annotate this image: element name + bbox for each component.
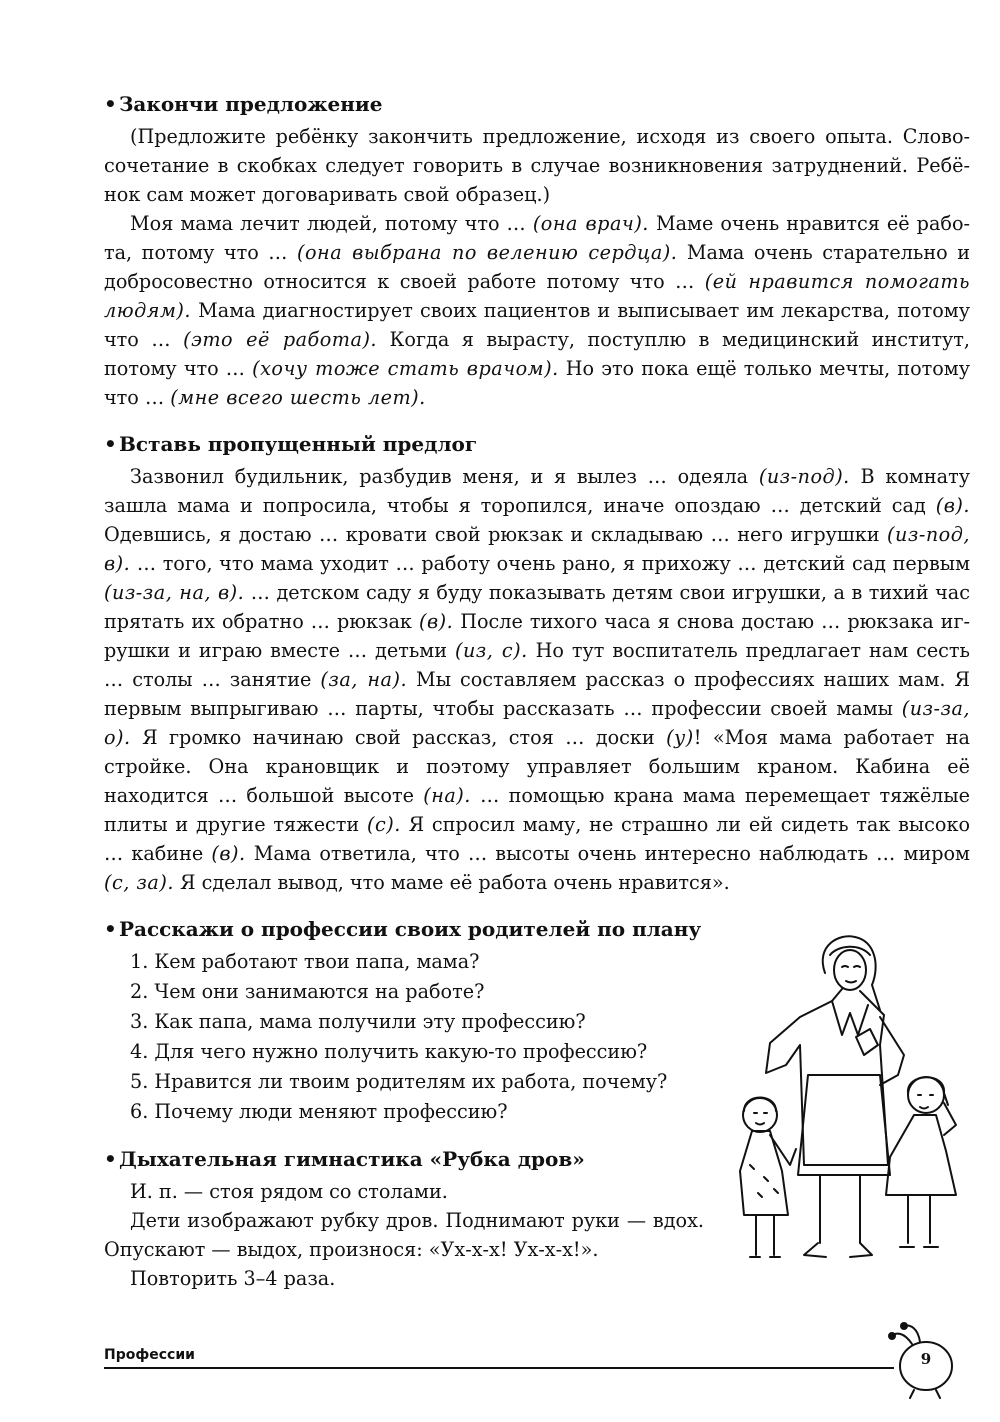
exercise-text: Дети изображают рубку дров. Поднимают руки — вдох. Опускают — выдох, произнося: «Ух-х-х! Ух-х-х!». [104, 1209, 704, 1261]
hint-answer: (за, на). [320, 668, 408, 691]
list-item: 4. Для чего нужно получить какую-то профессию? [130, 1040, 648, 1063]
hint-answer: (в). [418, 610, 454, 633]
bullet-icon: • [104, 432, 117, 456]
hint-answer: (она выбрана по велению сердца). [297, 241, 678, 264]
hint-answer: (из-за, о). [104, 697, 970, 749]
section-heading [104, 426, 970, 462]
hint-answer: (хочу тоже стать врачом). [252, 357, 559, 380]
hint-answer: (она врач). [532, 212, 649, 235]
page-number: 9 [920, 1350, 932, 1368]
mother-children-illustration [730, 925, 970, 1280]
hint-answer: (это её работа). [183, 328, 378, 351]
section-title: Закончи предложение [119, 92, 383, 116]
exercise-text: Зазвонил будильник, разбудив меня, и я вылез … одеяла (из-под). В комнату зашла мама и попросила, чтобы я торопился, иначе опоздаю … детский сад (в). Одевшись, я достаю … кровати свой рюкзак и складываю … него игрушки (из-под, в). … того, что мама уходит … работу очень рано, я прихожу … детский сад первым (из-за, на, в). … детском саду я буду показывать детям свои игрушки, а в тихий час прятать их обратно … рюкзак (в). После тихого часа я снова достаю … рюкзака игрушки и играю вместе … детьми (из, с). Но тут воспитатель предлагает нам сесть … столы … занятие (за, на). Мы составляем рассказ о профессиях наших мам. Я первым выпрыгиваю … парты, чтобы рассказать … профессии своей мамы (из-за, о). Я громко начинаю свой рассказ, стоя … доски (у)! «Моя мама работает на стройке. Она крановщик и поэтому управляет большим краном. Кабина её находится … большой высоте (на). … помощью крана мама перемещает тяжёлые плиты и другие тяжести (с). Я спросил маму, не страшно ли ей сидеть так высоко … кабине (в). Мама ответила, что … высоты очень интересно наблюдать … миром (с, за). Я сделал вывод, что маме её работа очень нравится». [104, 465, 971, 894]
bullet-icon: • [104, 92, 117, 116]
hint-answer: (у) [666, 726, 694, 749]
hint-answer: (из-за, на, в). [104, 581, 245, 604]
hint-answer: (в). [935, 494, 970, 517]
repeat-text: Повторить 3–4 раза. [130, 1267, 336, 1290]
section-insert-preposition [104, 426, 970, 897]
section-title: Расскажи о профессии своих родителей по плану [119, 917, 702, 941]
list-item: 5. Нравится ли твоим родителям их работа, почему? [130, 1070, 668, 1093]
list-item: 6. Почему люди меняют профессию? [130, 1100, 508, 1123]
hint-answer: (с). [366, 813, 401, 836]
list-item: 2. Чем они занимаются на работе? [130, 980, 485, 1003]
bullet-icon: • [104, 917, 117, 941]
hint-answer: (из-под, в). [104, 523, 970, 575]
hint-answer: (мне всего шесть лет). [170, 386, 426, 409]
section-title: Вставь пропущенный предлог [119, 432, 478, 456]
footer-rule [104, 1367, 894, 1369]
section-finish-sentence [104, 86, 970, 412]
footer-label: Профессии [104, 1347, 195, 1363]
exercise-text: Моя мама лечит людей, потому что … (она врач). Маме очень нравится её работа, потому что … (она выбрана по велению сердца). Мама очень старательно и добросовестно относится к своей работе потому что … (ей нравится помогать людям). Мама диагностирует своих пациентов и выписывает им лекарства, потому что … (это её работа). Когда я вырасту, поступлю в медицинский институт, потому что … (хочу тоже стать врачом). Но это пока ещё только мечты, потому что … (мне всего шесть лет). [104, 212, 971, 409]
hint-answer: (ей нравится помогать людям). [104, 270, 970, 322]
hint-answer: (с, за). [104, 871, 174, 894]
bullet-icon: • [104, 1147, 117, 1171]
section-title: Дыхательная гимнастика «Рубка дров» [119, 1147, 585, 1171]
hint-answer: (из-под). [758, 465, 850, 488]
hint-answer: (в). [211, 842, 246, 865]
list-item: 3. Как папа, мама получили эту профессию? [130, 1010, 586, 1033]
hint-answer: (из, с). [454, 639, 528, 662]
hint-answer: (на). [423, 784, 471, 807]
list-item: 1. Кем работают твои папа, мама? [130, 950, 480, 973]
instruction-text: (Предложите ребёнку закончить предложение, исходя из своего опыта. Словосочетание в скобках следует говорить в случае возникновения затруднений. Ребёнок сам может договаривать свой образец.) [104, 125, 970, 206]
start-position-text: И. п. — стоя рядом со столами. [130, 1180, 448, 1203]
section-heading [104, 86, 970, 122]
page-footer [104, 1340, 970, 1400]
